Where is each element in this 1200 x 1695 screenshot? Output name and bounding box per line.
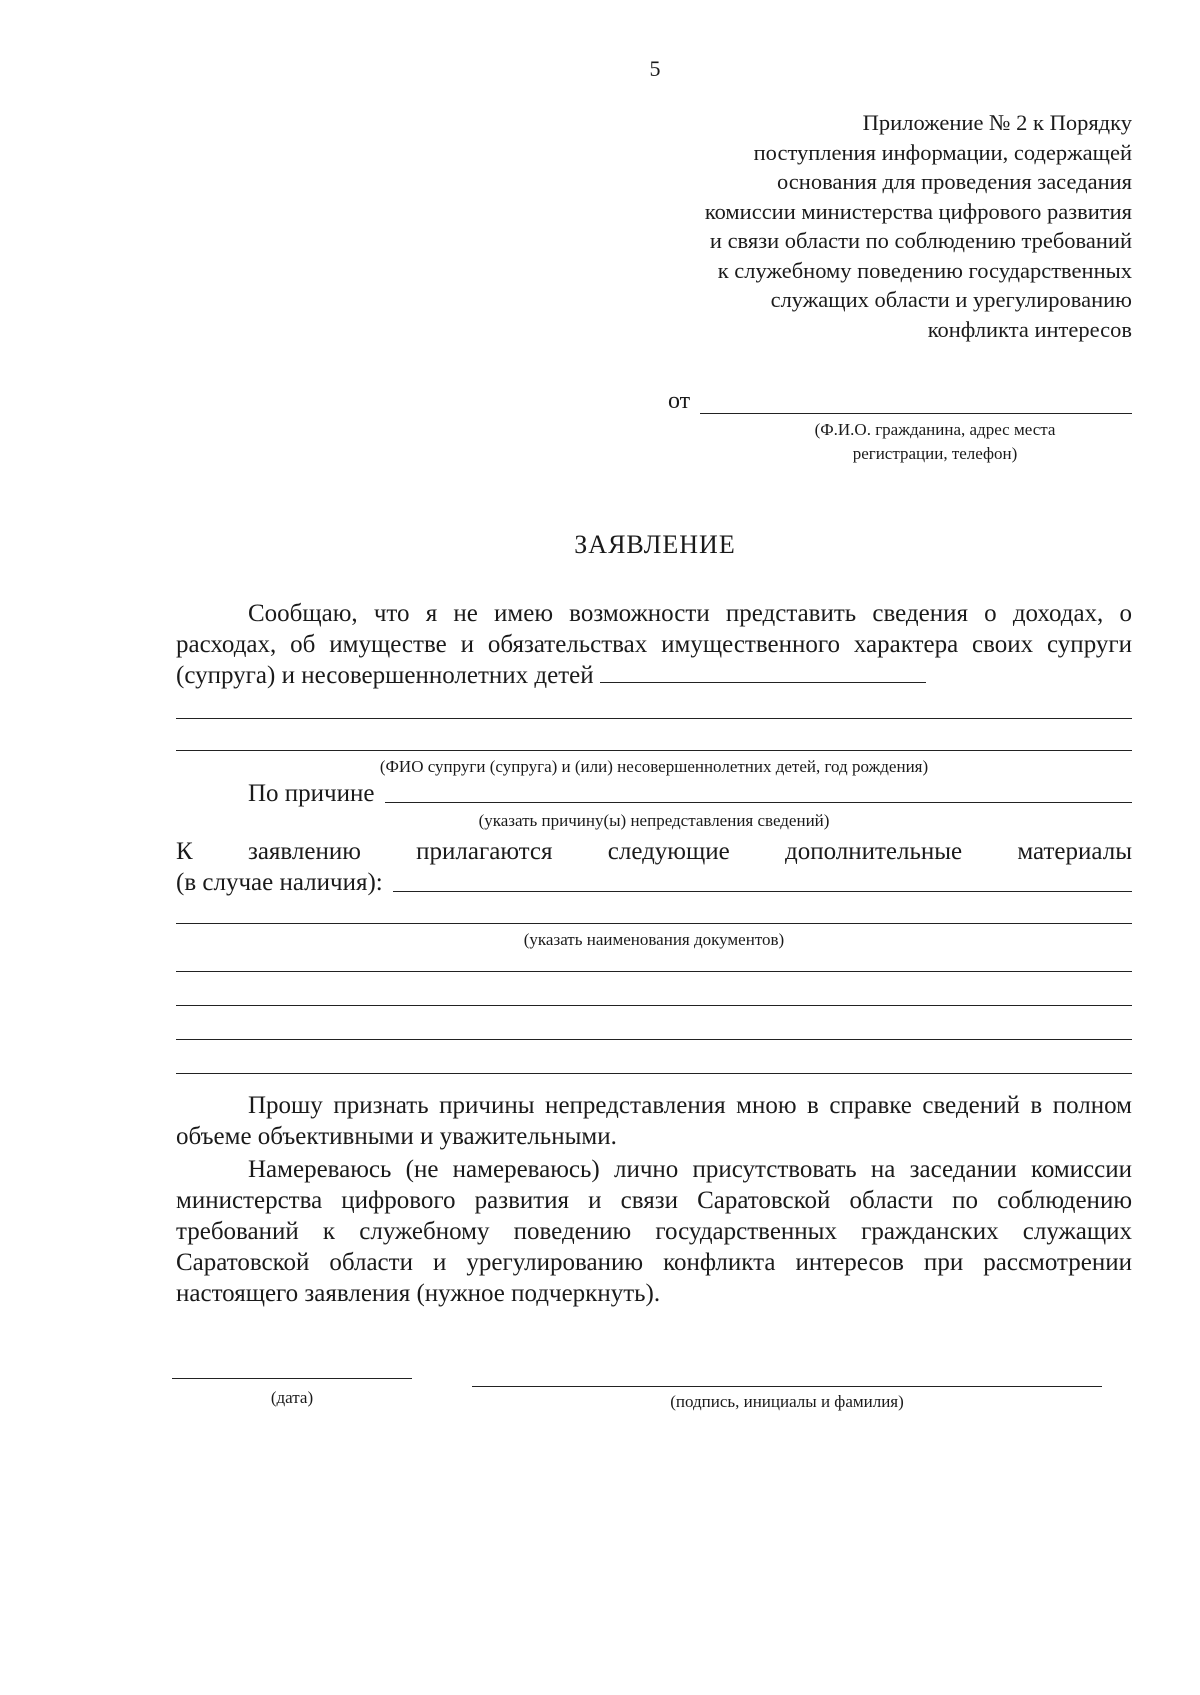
date-field[interactable]: [172, 1378, 412, 1379]
date-caption: (дата): [270, 1388, 314, 1407]
statement-caption: (ФИО супруги (супруга) и (или) несовершеннолетних детей, год рождения): [379, 757, 929, 776]
appendix-line: к служебному поведению государственных: [717, 257, 1132, 283]
children-field[interactable]: [600, 681, 926, 683]
attachments-label: (в случае наличия):: [176, 869, 383, 896]
appendix-line: конфликта интересов: [927, 316, 1132, 342]
attachments-field[interactable]: [393, 891, 1132, 892]
reason-section: [176, 778, 1132, 831]
appendix-line: основания для проведения заседания: [776, 169, 1132, 194]
reason-field[interactable]: [385, 802, 1133, 803]
page-number: 5: [649, 56, 661, 81]
attachments-blank-line[interactable]: [176, 922, 1132, 924]
attachments-blank-line[interactable]: [176, 1038, 1132, 1040]
signature-caption: (подпись, инициалы и фамилия): [670, 1392, 904, 1411]
from-label: от: [668, 388, 691, 414]
attachments-caption: (указать наименования документов): [523, 930, 785, 949]
attachments-blank-line[interactable]: [176, 1072, 1132, 1074]
signature-field[interactable]: [472, 1386, 1102, 1387]
from-caption: (Ф.И.О. гражданина, адрес места регистрации, телефон): [814, 420, 1056, 463]
appendix-header: [572, 108, 1132, 344]
appendix-line: комиссии министерства цифрового развития: [704, 198, 1132, 224]
from-field[interactable]: [700, 389, 1132, 414]
reason-caption: (указать причину(ы) непредставления сведений): [478, 811, 830, 830]
attachments-word: материалы: [1017, 838, 1132, 865]
statement-section: [176, 598, 1132, 777]
request-section: [176, 1090, 1132, 1309]
reason-label: По причине: [248, 780, 375, 807]
attachments-blank-line[interactable]: [176, 1004, 1132, 1006]
attachments-word: следующие: [607, 838, 730, 865]
document-title: ЗАЯВЛЕНИЕ: [574, 530, 736, 559]
statement-blank-line[interactable]: [176, 717, 1132, 719]
signature-block: [172, 1378, 1132, 1418]
attachments-section: [176, 836, 1132, 1074]
attachments-blank-line[interactable]: [176, 970, 1132, 972]
from-block: [668, 388, 1132, 466]
attachments-word: заявлению: [247, 838, 361, 865]
appendix-line: поступления информации, содержащей: [753, 139, 1132, 165]
intent-paragraph: Намереваюсь (не намереваюсь) лично присутствовать на заседании комиссии министерства цифрового развития и связи Саратовской области по соблюдению требований к служебному поведению государственных гражданских служащих Саратовской области и урегулированию конфликта интересов при рассмотрении настоящего заявления (нужное подчеркнуть).: [176, 1156, 1132, 1307]
request-paragraph: Прошу признать причины непредставления мною в справке сведений в полном объеме объективными и уважительными.: [176, 1092, 1132, 1150]
attachments-word: прилагаются: [416, 838, 553, 865]
appendix-line: Приложение № 2 к Порядку: [862, 110, 1132, 135]
attachments-word: дополнительные: [784, 838, 963, 865]
appendix-line: служащих области и урегулированию: [770, 287, 1132, 312]
statement-blank-line[interactable]: [176, 749, 1132, 751]
statement-paragraph: Сообщаю, что я не имею возможности представить сведения о доходах, о расходах, об имуществе и обязательствах имущественного характера своих супруги (супруга) и несовершеннолетних детей: [176, 600, 1132, 689]
attachments-word: К: [176, 838, 193, 865]
appendix-line: и связи области по соблюдению требований: [709, 228, 1132, 253]
